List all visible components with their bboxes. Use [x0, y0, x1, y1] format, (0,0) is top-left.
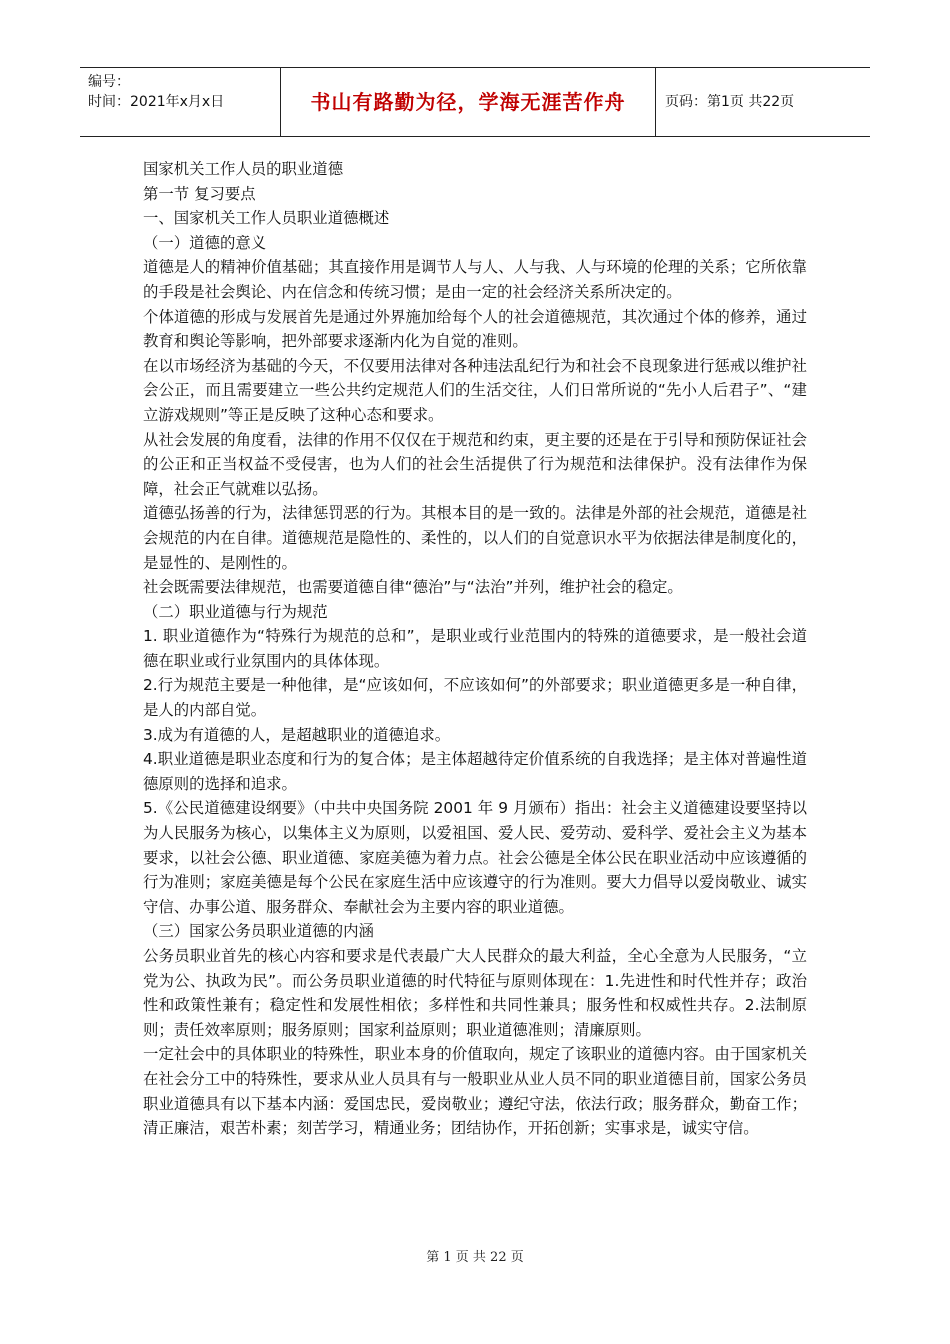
paragraph: 一定社会中的具体职业的特殊性，职业本身的价值取向，规定了该职业的道德内容。由于国家机关在社会分工中的特殊性，要求从业人员具有与一般职业从业人员不同的职业道德目前，国家公务员职业道德具有以下基本内涵：爱国忠民，爱岗敬业；遵纪守法，依法行政；服务群众，勤奋工作；清正廉洁，艰苦朴素；刻苦学习，精通业务；团结协作，开拓创新；实事求是，诚实守信。 — [143, 1045, 807, 1138]
paragraph: 个体道德的形成与发展首先是通过外界施加给每个人的社会道德规范，其次通过个体的修养，通过教育和舆论等影响，把外部要求逐渐内化为自觉的准则。 — [143, 307, 807, 351]
subheading-3: （三）国家公务员职业道德的内涵 — [143, 922, 374, 941]
subheading-1: （一）道德的意义 — [143, 233, 267, 252]
document-time-label: 时间：2021年x月x日 — [88, 94, 225, 110]
page-footer: 第 1 页 共 22 页 — [426, 1250, 524, 1265]
paragraph: 社会既需要法律规范，也需要道德自律“德治”与“法治”并列，维护社会的稳定。 — [143, 578, 683, 597]
paragraph: 在以市场经济为基础的今天，不仅要用法律对各种违法乱纪行为和社会不良现象进行惩戒以维护社会公正，而且需要建立一些公共约定规范人们的生活交往，人们日常所说的“先小人后君子”、“建立游戏规则”等正是反映了这种心态和要求。 — [143, 356, 807, 424]
subheading-2: （二）职业道德与行为规范 — [143, 602, 328, 621]
document-body — [143, 157, 807, 1141]
subsection-heading: 一、国家机关工作人员职业道德概述 — [143, 209, 390, 228]
paragraph: 道德弘扬善的行为，法律惩罚恶的行为。其根本目的是一致的。法律是外部的社会规范，道德是社会规范的内在自律。道德规范是隐性的、柔性的，以人们的自觉意识水平为依据法律是制度化的，是显性的、是刚性的。 — [143, 504, 807, 572]
list-item: 1. 职业道德作为“特殊行为规范的总和”，是职业或行业范围内的特殊的道德要求，是一般社会道德在职业或行业氛围内的具体体现。 — [143, 627, 807, 670]
document-number-label: 编号： — [88, 74, 130, 90]
header-divider-right — [655, 68, 656, 136]
header-motto: 书山有路勤为径，学海无涯苦作舟 — [310, 90, 626, 114]
list-item: 3.成为有道德的人，是超越职业的道德追求。 — [143, 725, 451, 744]
list-item: 4.职业道德是职业态度和行为的复合体；是主体超越待定价值系统的自我选择；是主体对普遍性道德原则的选择和追求。 — [143, 750, 807, 793]
document-title: 国家机关工作人员的职业道德 — [143, 160, 344, 178]
paragraph: 道德是人的精神价值基础；其直接作用是调节人与人、人与我、人与环境的伦理的关系；它所依靠的手段是社会舆论、内在信念和传统习惯；是由一定的社会经济关系所决定的。 — [143, 258, 807, 301]
paragraph: 从社会发展的角度看，法律的作用不仅仅在于规范和约束，更主要的还是在于引导和预防保证社会的公正和正当权益不受侵害，也为人们的社会生活提供了行为规范和法律保护。没有法律作为保障，社会正气就难以弘扬。 — [143, 430, 807, 498]
paragraph: 公务员职业首先的核心内容和要求是代表最广大人民群众的最大利益，全心全意为人民服务，“立党为公、执政为民”。而公务员职业道德的时代特征与原则体现在：1.先进性和时代性并存；政治性和政策性兼有；稳定性和发展性相依；多样性和共同性兼具；服务性和权威性共存。2.法制原则；责任效率原则；服务原则；国家利益原则；职业道德准则；清廉原则。 — [143, 947, 807, 1039]
header-meta — [88, 68, 278, 140]
list-item: 5.《公民道德建设纲要》（中共中央国务院 2001 年 9 月颁布）指出：社会主义道德建设要坚持以为人民服务为核心，以集体主义为原则，以爱祖国、爱人民、爱劳动、爱科学、爱社会主义为基本要求，以社会公德、职业道德、家庭美德为着力点。社会公德是全体公民在职业活动中应该遵循的行为准则；家庭美德是每个公民在家庭生活中应该遵守的行为准则。要大力倡导以爱岗敬业、诚实守信、办事公道、服务群众、奉献社会为主要内容的职业道德。 — [143, 799, 807, 916]
header-page-info: 页码：第1页 共22页 — [665, 94, 795, 110]
section-heading: 第一节 复习要点 — [143, 184, 256, 203]
list-item: 2.行为规范主要是一种他律，是“应该如何，不应该如何”的外部要求；职业道德更多是一种自律，是人的内部自觉。 — [143, 676, 807, 720]
page-header — [80, 67, 870, 137]
